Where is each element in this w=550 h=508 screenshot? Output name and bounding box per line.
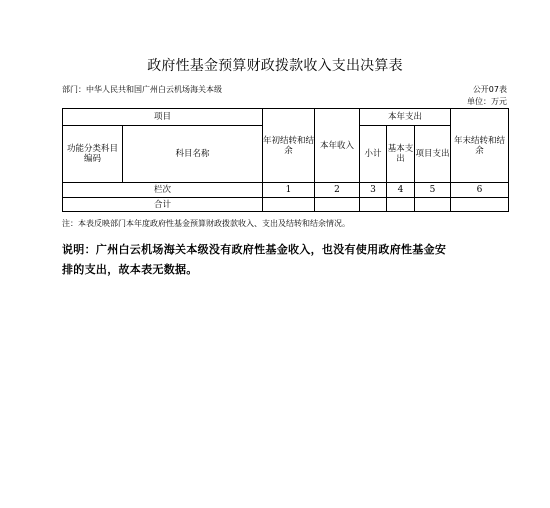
header-closing-balance: 年末结转和结余 bbox=[451, 109, 509, 183]
explanation-text: 说明：广州白云机场海关本级没有政府性基金收入，也没有使用政府性基金安排的支出，故本表无数据。 bbox=[62, 243, 447, 276]
table-cell bbox=[451, 198, 509, 212]
column-number: 5 bbox=[415, 183, 451, 198]
header-func-code: 功能分类科目编码 bbox=[63, 126, 123, 183]
report-title: 政府性基金预算财政拨款收入支出决算表 bbox=[147, 58, 403, 74]
header-expense-project: 项目支出 bbox=[415, 126, 451, 183]
column-number: 2 bbox=[315, 183, 360, 198]
table-cell bbox=[360, 198, 387, 212]
department-label: 部门：中华人民共和国广州白云机场海关本级 bbox=[62, 85, 222, 94]
table-cell bbox=[263, 198, 315, 212]
table-cell bbox=[415, 198, 451, 212]
header-subject-name: 科目名称 bbox=[123, 126, 263, 183]
table-row bbox=[63, 183, 509, 198]
column-number: 1 bbox=[263, 183, 315, 198]
header-project: 项目 bbox=[63, 109, 263, 126]
column-number: 4 bbox=[387, 183, 415, 198]
column-index-label: 栏次 bbox=[63, 183, 263, 198]
header-opening-balance: 年初结转和结余 bbox=[263, 109, 315, 183]
header-income: 本年收入 bbox=[315, 109, 360, 183]
budget-table bbox=[62, 108, 509, 212]
table-note: 注：本表反映部门本年度政府性基金预算财政拨款收入、支出及结转和结余情况。 bbox=[62, 219, 350, 228]
table-row bbox=[63, 198, 509, 212]
column-number: 3 bbox=[360, 183, 387, 198]
column-number: 6 bbox=[451, 183, 509, 198]
table-code: 公开07表 bbox=[472, 85, 507, 94]
table-cell bbox=[387, 198, 415, 212]
total-label: 合计 bbox=[63, 198, 263, 212]
header-expense-group: 本年支出 bbox=[360, 109, 451, 126]
table-cell bbox=[315, 198, 360, 212]
unit-label: 单位：万元 bbox=[467, 97, 507, 106]
header-expense-basic: 基本支出 bbox=[387, 126, 415, 183]
header-expense-subtotal: 小计 bbox=[360, 126, 387, 183]
